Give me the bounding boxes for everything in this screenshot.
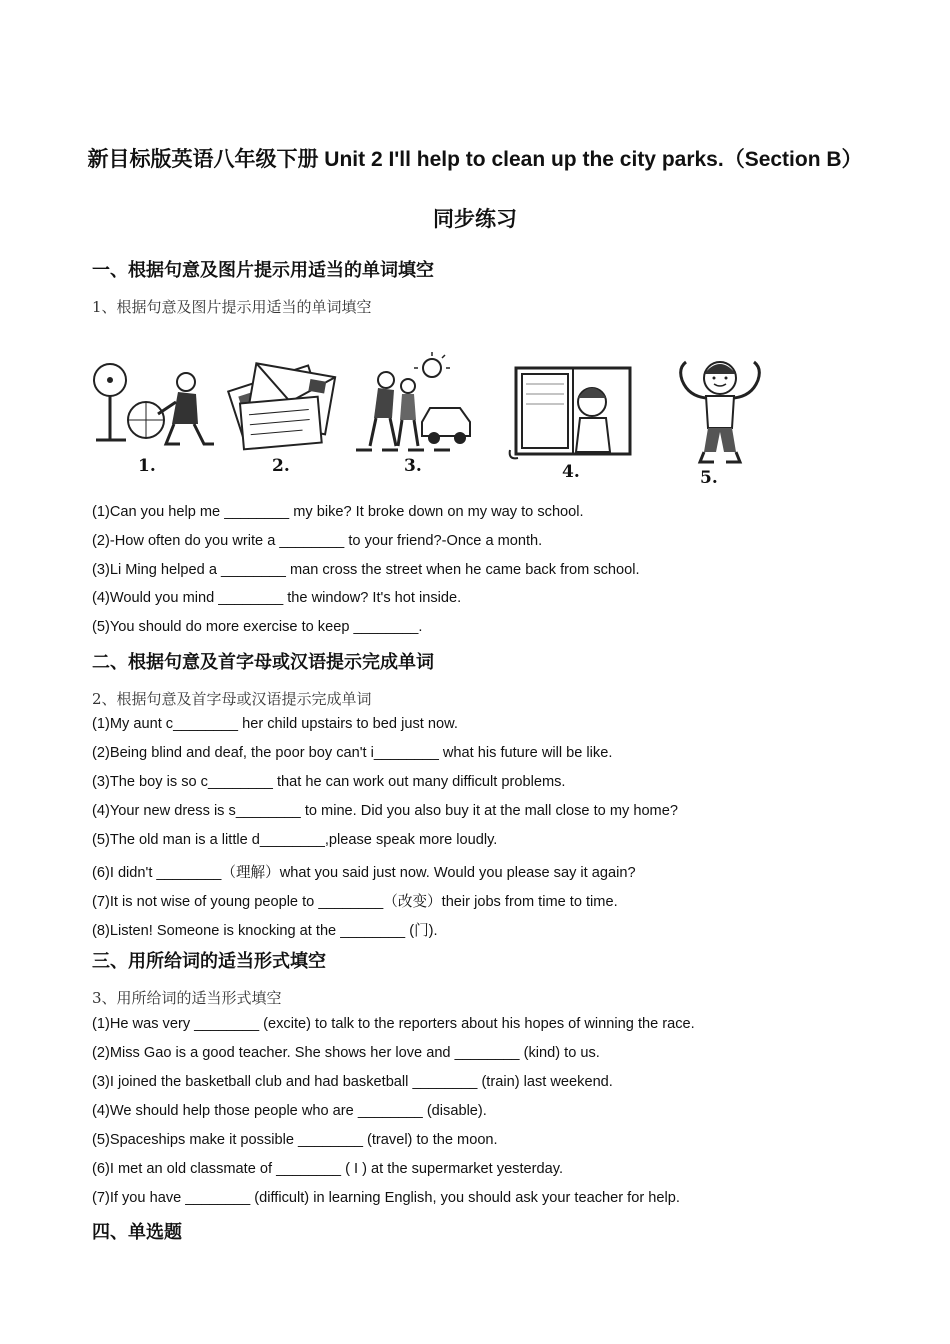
s3-item-2: (2)Miss Gao is a good teacher. She shows her love and ________ (kind) to us. (92, 1045, 600, 1061)
section-3-instruction: 3、用所给词的适当形式填空 (92, 989, 282, 1007)
picture-help-cross-street (352, 350, 476, 454)
s2-item-2: (2)Being blind and deaf, the poor boy can't i________ what his future will be like. (92, 745, 613, 761)
picture-label-3: 3. (404, 456, 422, 476)
s1-item-5: (5)You should do more exercise to keep ________. (92, 619, 423, 635)
section-2-instruction: 2、根据句意及首字母或汉语提示完成单词 (92, 690, 372, 708)
section-3-heading: 三、用所给词的适当形式填空 (92, 951, 326, 971)
s2-item-7: (7)It is not wise of young people to ________（改变）their jobs from time to time. (92, 894, 618, 910)
s2-item-3: (3)The boy is so c________ that he can work out many difficult problems. (92, 774, 566, 790)
picture-label-4: 4. (562, 462, 580, 482)
s2-item-6: (6)I didn't ________（理解）what you said just now. Would you please say it again? (92, 865, 636, 881)
document-subtitle: 同步练习 (433, 208, 517, 231)
s1-item-1: (1)Can you help me ________ my bike? It broke down on my way to school. (92, 504, 584, 520)
s1-item-4: (4)Would you mind ________ the window? It's hot inside. (92, 590, 462, 606)
picture-label-1: 1. (138, 456, 156, 476)
section-1-heading: 一、根据句意及图片提示用适当的单词填空 (92, 260, 434, 280)
picture-letters (220, 350, 340, 454)
picture-label-5: 5. (700, 468, 718, 488)
s2-item-1: (1)My aunt c________ her child upstairs to bed just now. (92, 716, 458, 732)
s1-item-2: (2)-How often do you write a ________ to your friend?-Once a month. (92, 533, 543, 549)
s3-item-5: (5)Spaceships make it possible ________ (travel) to the moon. (92, 1132, 498, 1148)
picture-label-2: 2. (272, 456, 290, 476)
s2-item-8: (8)Listen! Someone is knocking at the ________ (门). (92, 923, 438, 939)
picture-healthy-boy (670, 352, 770, 466)
s3-item-7: (7)If you have ________ (difficult) in learning English, you should ask your teacher for help. (92, 1190, 680, 1206)
document-title: 新目标版英语八年级下册 Unit 2 I'll help to clean up the city parks.（Section B） (87, 148, 863, 171)
section-2-heading: 二、根据句意及首字母或汉语提示完成单词 (92, 652, 434, 672)
picture-open-window (506, 364, 634, 462)
section-4-heading: 四、单选题 (92, 1222, 182, 1242)
section-1-instruction: 1、根据句意及图片提示用适当的单词填空 (92, 298, 372, 316)
s3-item-1: (1)He was very ________ (excite) to talk to the reporters about his hopes of winning the race. (92, 1016, 695, 1032)
s1-item-3: (3)Li Ming helped a ________ man cross the street when he came back from school. (92, 562, 640, 578)
s3-item-4: (4)We should help those people who are ________ (disable). (92, 1103, 487, 1119)
s3-item-3: (3)I joined the basketball club and had basketball ________ (train) last weekend. (92, 1074, 613, 1090)
s2-item-4: (4)Your new dress is s________ to mine. Did you also buy it at the mall close to my home? (92, 803, 678, 819)
s2-item-5: (5)The old man is a little d________,please speak more loudly. (92, 832, 498, 848)
s3-item-6: (6)I met an old classmate of ________ ( I ) at the supermarket yesterday. (92, 1161, 564, 1177)
picture-repair-bike (88, 352, 218, 452)
